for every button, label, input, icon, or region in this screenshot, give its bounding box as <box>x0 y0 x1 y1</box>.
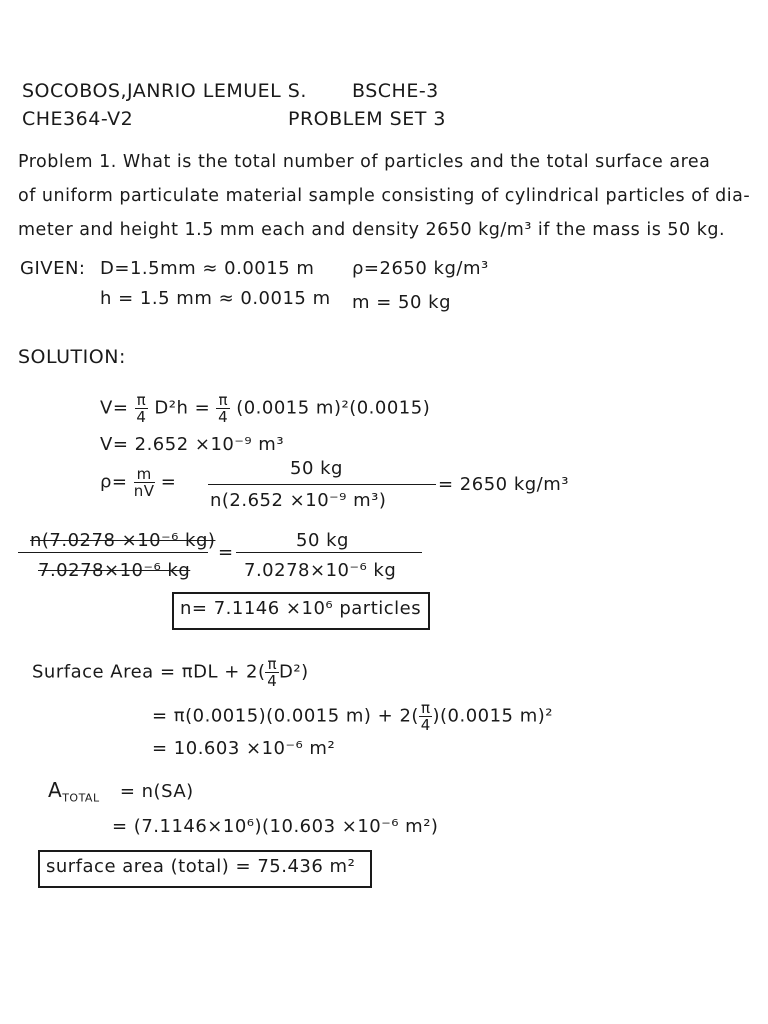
given-density: ρ=2650 kg/m³ <box>352 258 489 279</box>
page-title: PROBLEM SET 3 <box>288 108 446 130</box>
right-numerator: 50 kg <box>296 530 349 551</box>
density-result: = 2650 kg/m³ <box>438 474 569 495</box>
surface-area-substitution: = π(0.0015)(0.0015 m) + 2( $\frac{\pi}{4}$ )(0.0015 m)² <box>152 699 554 734</box>
cancel-denominator: 7.0278×10⁻⁶ kg <box>38 560 191 581</box>
given-diameter: D=1.5mm ≈ 0.0015 m <box>100 258 315 279</box>
problem-line-1: Problem 1. What is the total number of particles and the total surface area <box>18 152 711 172</box>
surface-area-formula: Surface Area = πDL + 2( $\frac{\pi}{4}$ D²) <box>32 655 309 690</box>
program: BSCHE-3 <box>352 80 439 102</box>
surface-area-result: = 10.603 ×10⁻⁶ m² <box>152 738 336 759</box>
volume-formula: V= $\frac{\pi}{4}$ D²h = $\frac{\pi}{4}$ (0.0015 m)²(0.0015) <box>100 391 431 426</box>
volume-result: V= 2.652 ×10⁻⁹ m³ <box>100 434 285 455</box>
particle-count-result: n= 7.1146 ×10⁶ particles <box>180 598 422 619</box>
cancel-fraction-bar <box>18 552 208 553</box>
density-fraction-bar <box>208 484 436 485</box>
density-formula: ρ= $\frac{m}{nV}$ = <box>100 465 177 500</box>
right-denominator: 7.0278×10⁻⁶ kg <box>244 560 397 581</box>
right-fraction-bar <box>236 552 422 553</box>
problem-line-3: meter and height 1.5 mm each and density 2650 kg/m³ if the mass is 50 kg. <box>18 220 726 240</box>
solution-label: SOLUTION: <box>18 346 126 368</box>
problem-line-2: of uniform particulate material sample consisting of cylindrical particles of dia- <box>18 186 751 206</box>
student-name: SOCOBOS,JANRIO LEMUEL S. <box>22 80 307 102</box>
density-denominator: n(2.652 ×10⁻⁹ m³) <box>210 490 387 511</box>
total-area-formula: $A_{TOTAL} = n(SA)$ <box>48 778 194 805</box>
course-code: CHE364-V2 <box>22 108 134 130</box>
final-answer: surface area (total) = 75.436 m² <box>46 856 356 877</box>
given-label: GIVEN: <box>20 258 86 279</box>
total-area-substitution: = (7.1146×10⁶)(10.603 ×10⁻⁶ m²) <box>112 816 439 837</box>
cancel-numerator: n(7.0278 ×10⁻⁶ kg) <box>30 530 216 551</box>
density-numerator: 50 kg <box>290 458 343 479</box>
given-mass: m = 50 kg <box>352 292 452 313</box>
given-height: h = 1.5 mm ≈ 0.0015 m <box>100 288 331 309</box>
cancel-equals: = <box>218 542 234 563</box>
